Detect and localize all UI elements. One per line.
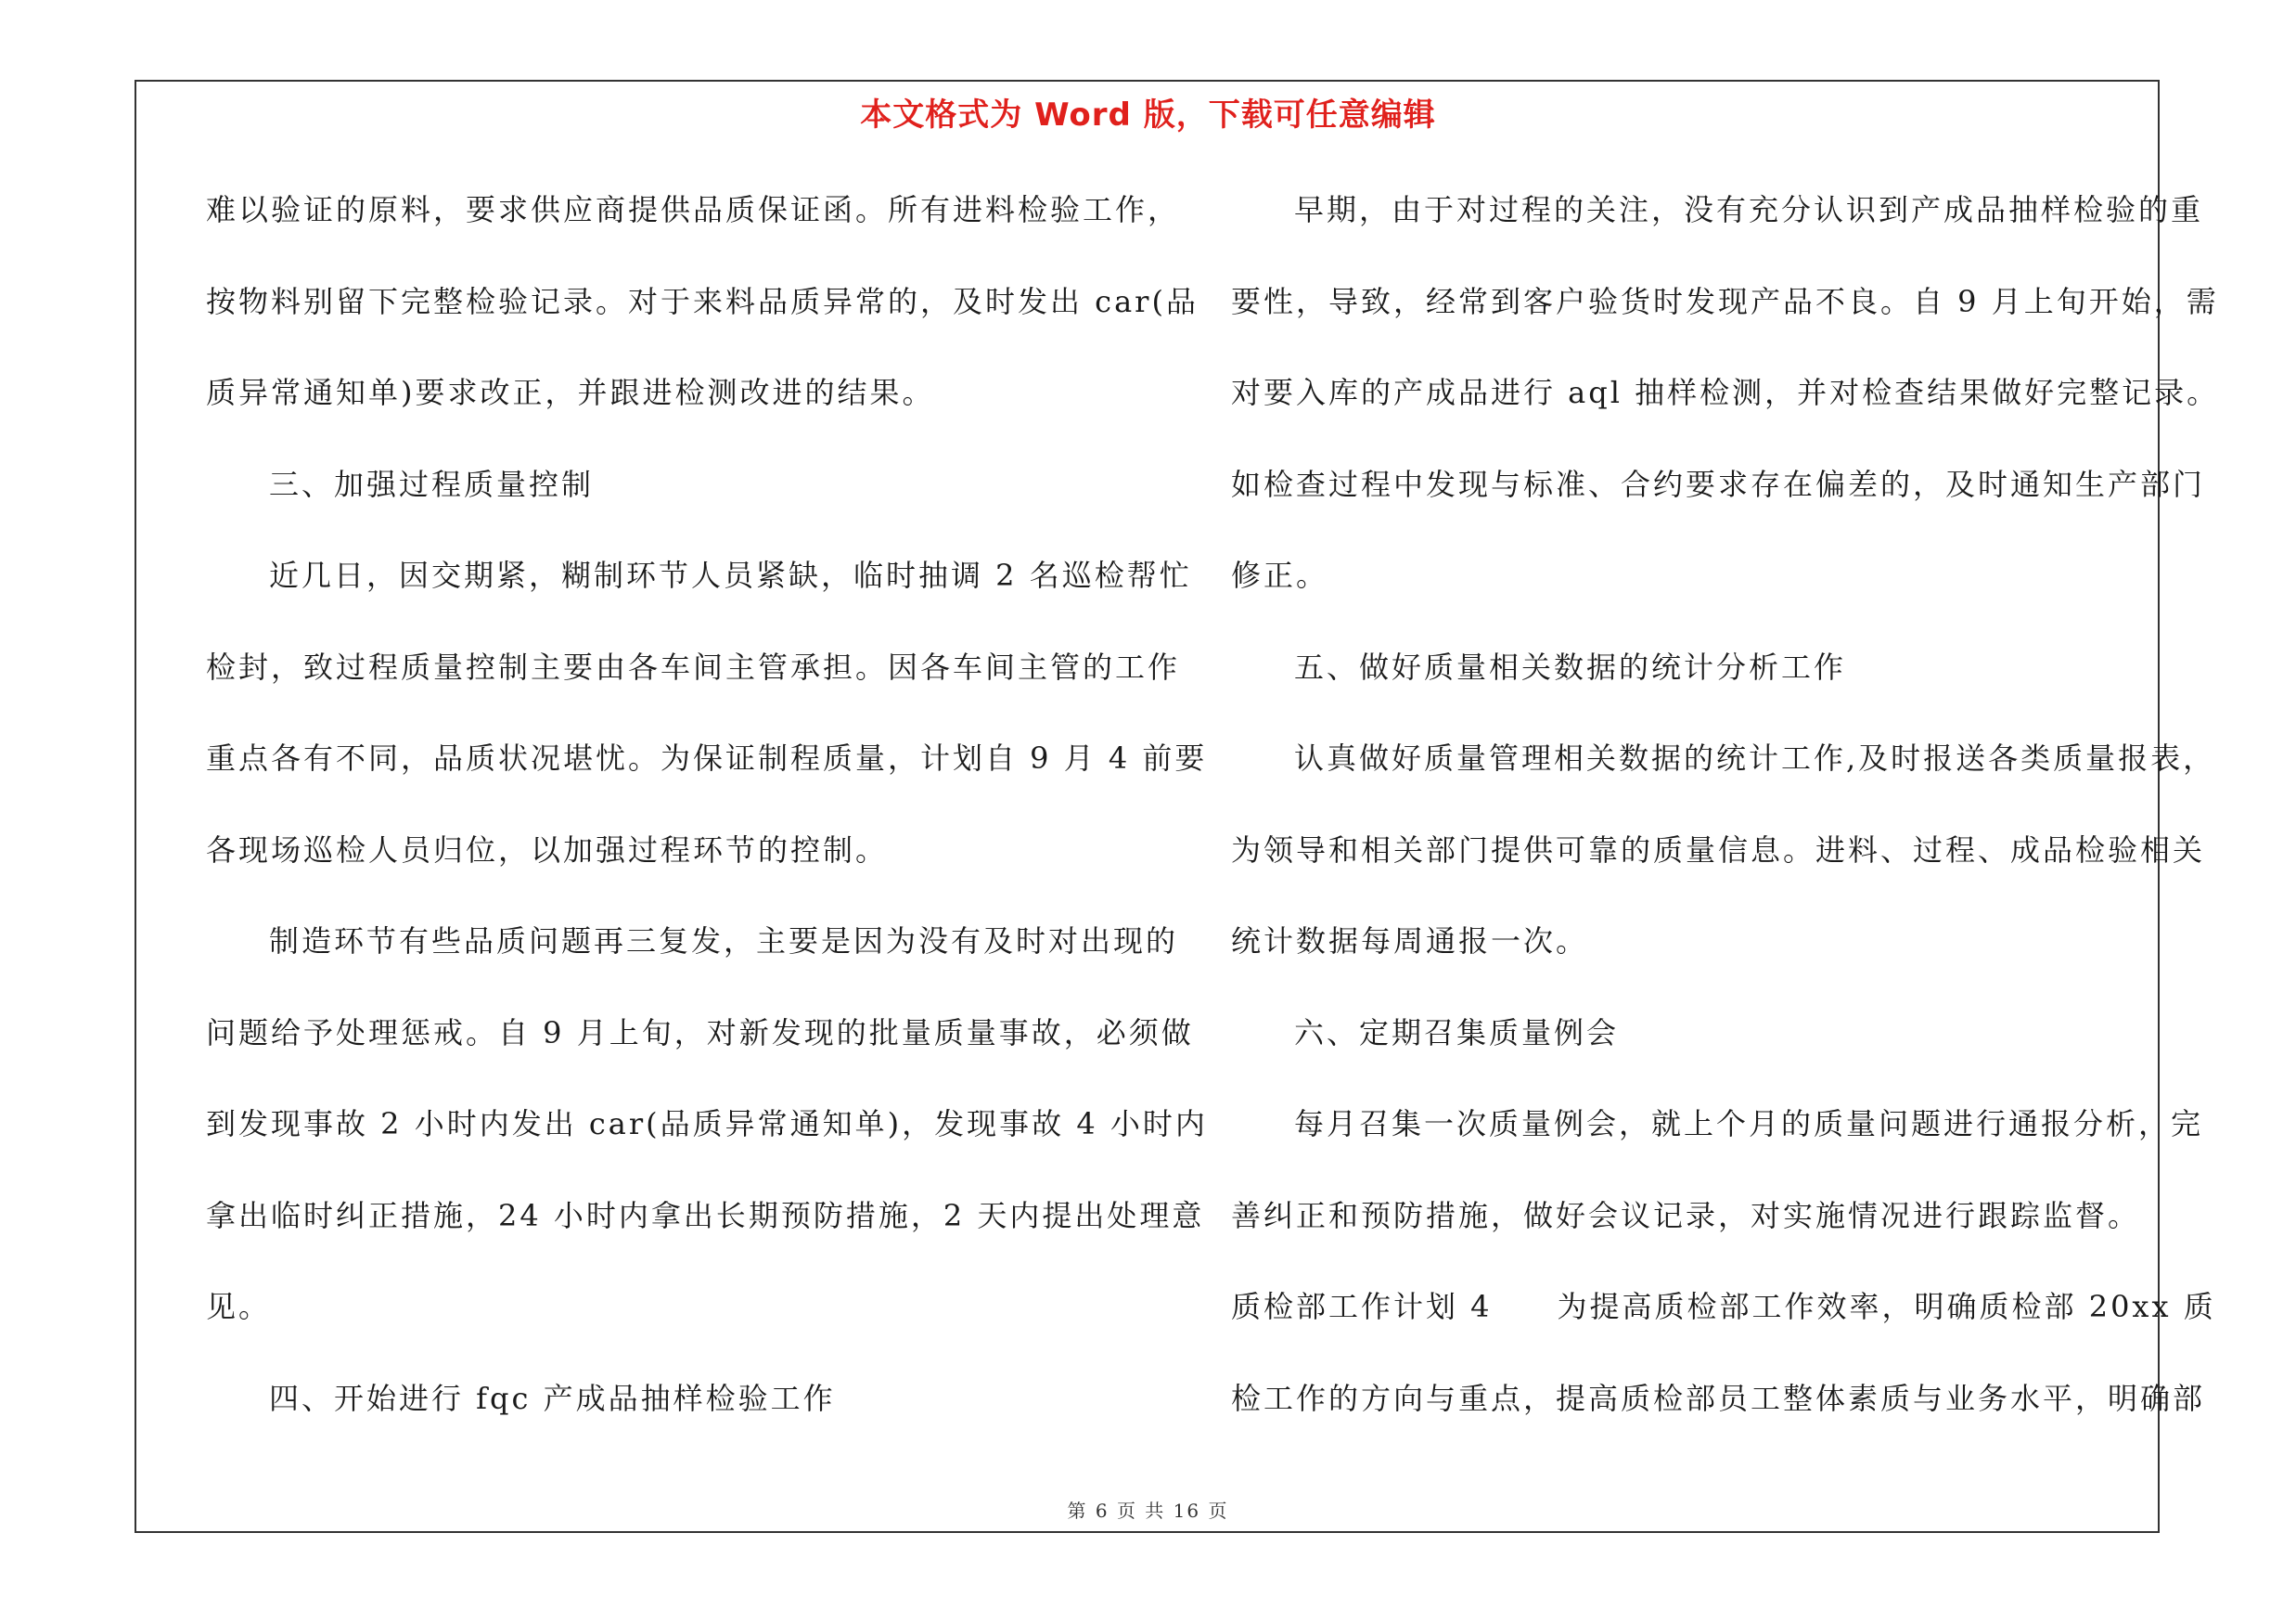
text-line: 拿出临时纠正措施，24 小时内拿出长期预防措施，2 天内提出处理意 xyxy=(206,1197,1205,1233)
text-line: 近几日，因交期紧，糊制环节人员紧缺，临时抽调 2 名巡检帮忙 xyxy=(269,558,1192,593)
text-line: 问题给予处理惩戒。自 9 月上旬，对新发现的批量质量事故，必须做 xyxy=(206,1014,1194,1050)
text-line: 按物料别留下完整检验记录。对于来料品质异常的，及时发出 car(品 xyxy=(206,283,1199,319)
text-line: 认真做好质量管理相关数据的统计工作,及时报送各类质量报表， xyxy=(1294,741,2216,776)
format-banner: 本文格式为 Word 版，下载可任意编辑 xyxy=(860,97,1436,134)
text-line: 难以验证的原料，要求供应商提供品质保证函。所有进料检验工作， xyxy=(206,192,1181,227)
text-line: 为领导和相关部门提供可靠的质量信息。进料、过程、成品检验相关 xyxy=(1231,831,2206,868)
text-line: 每月召集一次质量例会，就上个月的质量问题进行通报分析，完 xyxy=(1294,1106,2204,1141)
section-heading: 五、做好质量相关数据的统计分析工作 xyxy=(1294,649,1847,685)
text-line: 如检查过程中发现与标准、合约要求存在偏差的，及时通知生产部门 xyxy=(1231,466,2206,502)
text-line: 对要入库的产成品进行 aql 抽样检测，并对检查结果做好完整记录。 xyxy=(1231,375,2220,410)
section-heading: 三、加强过程质量控制 xyxy=(269,466,595,502)
text-line: 质异常通知单)要求改正，并跟进检测改进的结果。 xyxy=(206,375,935,410)
right-column xyxy=(1231,182,2220,1462)
text-line: 重点各有不同，品质状况堪忧。为保证制程质量，计划自 9 月 4 前要 xyxy=(206,741,1208,776)
text-line: 质检部工作计划 4 为提高质检部工作效率，明确质检部 20xx 质 xyxy=(1231,1289,2216,1324)
text-line: 检工作的方向与重点，提高质检部员工整体素质与业务水平，明确部 xyxy=(1231,1380,2206,1416)
text-line: 见。 xyxy=(206,1289,272,1324)
page-number: 第 6 页 共 16 页 xyxy=(1067,1500,1229,1522)
section-heading: 六、定期召集质量例会 xyxy=(1294,1014,1620,1050)
text-line: 各现场巡检人员归位，以加强过程环节的控制。 xyxy=(206,831,889,868)
section-heading: 四、开始进行 fqc 产成品抽样检验工作 xyxy=(269,1380,836,1416)
text-line: 早期，由于对过程的关注，没有充分认识到产成品抽样检验的重 xyxy=(1294,192,2204,227)
text-line: 制造环节有些品质问题再三复发，主要是因为没有及时对出现的 xyxy=(269,923,1179,959)
text-line: 检封，致过程质量控制主要由各车间主管承担。因各车间主管的工作 xyxy=(206,649,1181,685)
text-line: 统计数据每周通报一次。 xyxy=(1231,923,1589,959)
text-line: 要性，导致，经常到客户验货时发现产品不良。自 9 月上旬开始，需 xyxy=(1231,283,2219,319)
text-line: 修正。 xyxy=(1231,558,1329,593)
left-column xyxy=(206,182,1208,1462)
text-line: 善纠正和预防措施，做好会议记录，对实施情况进行跟踪监督。 xyxy=(1231,1197,2141,1233)
text-line: 到发现事故 2 小时内发出 car(品质异常通知单)，发现事故 4 小时内 xyxy=(206,1106,1208,1141)
